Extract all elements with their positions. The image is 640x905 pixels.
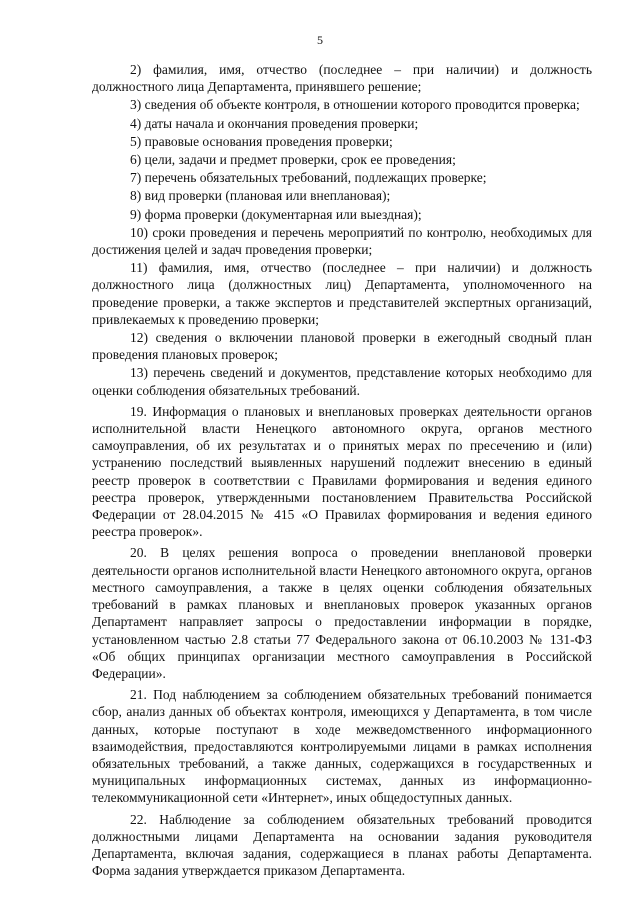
- section-paragraph-21: 21. Под наблюдением за соблюдением обязательных требований понимается сбор, анализ данных об объектах контроля, имеющихся у Департамента, в том числе данных, которые поступают в ходе межведомственного информационного взаимодействия, предоставляются контролируемыми лицами в рамках исполнения обязательных требований, а также данных, содержащихся в государственных и муниципальных информационных системах, данных из информационно-телекоммуникационной сети «Интернет», иных общедоступных данных.: [92, 687, 592, 806]
- list-item: 5) правовые основания проведения проверки;: [130, 133, 393, 149]
- list-item: 8) вид проверки (плановая или внеплановая);: [130, 188, 391, 204]
- section-paragraph-19: 19. Информация о плановых и внеплановых проверках деятельности органов исполнительной власти Ненецкого автономного округа, органов местного самоуправления, об их результатах и о принятых мерах по пресечению и (или) устранению последствий выявленных нарушений подлежит внесению в единый реестр проверок в соответствии с Правилами формирования и ведения единого реестра проверок, утвержденными постановлением Правительства Российской Федерации от 28.04.2015 № 415 «О Правилах формирования и ведения единого реестра проверок».: [92, 403, 592, 540]
- list-item: 6) цели, задачи и предмет проверки, срок ее проведения;: [130, 152, 456, 168]
- list-item: 7) перечень обязательных требований, подлежащих проверке;: [130, 170, 487, 186]
- list-item: 12) сведения о включении плановой проверки в ежегодный сводный план проведения плановых проверок;: [92, 330, 592, 363]
- document-body: [92, 60, 592, 879]
- page-number: 5: [317, 33, 323, 47]
- list-item: 9) форма проверки (документарная или выездная);: [130, 206, 422, 222]
- list-item: 13) перечень сведений и документов, представление которых необходимо для оценки соблюдения обязательных требований.: [92, 365, 592, 398]
- list-item: 2) фамилия, имя, отчество (последнее – при наличии) и должность должностного лица Департамента, принявшего решение;: [92, 62, 592, 95]
- section-paragraph-22: 22. Наблюдение за соблюдением обязательных требований проводится должностными лицами Департамента на основании задания руководителя Департамента, включая задания, содержащиеся в планах работы Департамента. Форма задания утверждается приказом Департамента.: [92, 811, 592, 879]
- list-item: 3) сведения об объекте контроля, в отношении которого проводится проверка;: [130, 97, 580, 113]
- section-paragraph-20: 20. В целях решения вопроса о проведении внеплановой проверки деятельности органов исполнительной власти Ненецкого автономного округа, органов местного самоуправления, а также в целях оценки соблюдения обязательных требований в рамках плановых и внеплановых проверок указанных органов Департамент направляет запросы о предоставлении информации в порядке, установленном частью 2.8 статьи 77 Федерального закона от 06.10.2003 № 131-ФЗ «Об общих принципах организации местного самоуправления в Российской Федерации».: [92, 545, 592, 681]
- list-item: 11) фамилия, имя, отчество (последнее – при наличии) и должность должностного лица (должностных лиц) Департамента, уполномоченного на проведение проверки, а также экспертов и представителей экспертных организаций, привлекаемых к проведению проверки;: [92, 260, 592, 327]
- list-item: 10) сроки проведения и перечень мероприятий по контролю, необходимых для достижения целей и задач проведения проверки;: [92, 224, 592, 258]
- list-item: 4) даты начала и окончания проведения проверки;: [130, 115, 419, 131]
